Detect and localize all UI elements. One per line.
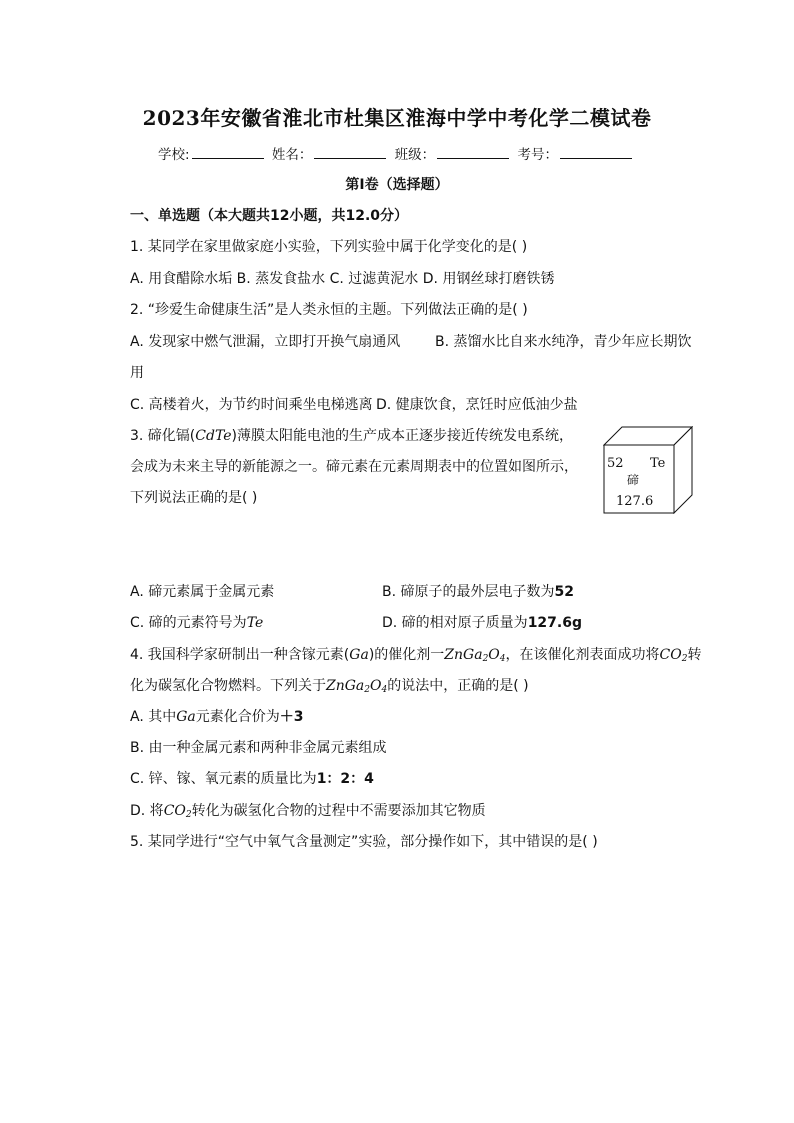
name-blank[interactable] bbox=[314, 146, 386, 159]
q2-option-c: C. 高楼着火，为节约时间乘坐电梯逃离 bbox=[130, 397, 373, 413]
q3-option-a: A. 碲元素属于金属元素 bbox=[130, 584, 275, 600]
school-blank[interactable] bbox=[192, 146, 264, 159]
q4-co2-1-main: CO bbox=[659, 647, 682, 663]
q4-option-a-2: 元素化合价为 bbox=[195, 709, 280, 725]
q4-option-a-value: ＋3 bbox=[279, 709, 304, 725]
q3-option-c bbox=[130, 614, 263, 632]
q4-stem-line-1 bbox=[130, 646, 701, 668]
q4-stem-2b: 的说法中，正确的是( ) bbox=[387, 678, 529, 694]
class-label: 班级： bbox=[394, 147, 436, 163]
q4-stem-1d: 转 bbox=[687, 647, 702, 663]
q4-option-c-ratio: 1：2：4 bbox=[316, 771, 374, 787]
q4-option-b: B. 由一种金属元素和两种非金属元素组成 bbox=[130, 740, 387, 756]
exam-no-label: 考号： bbox=[517, 147, 558, 163]
tile-symbol: Te bbox=[650, 456, 666, 471]
q2-option-b-cont: 用 bbox=[130, 365, 144, 381]
q1-options: A. 用食醋除水垢 B. 蒸发食盐水 C. 过滤黄泥水 D. 用钢丝球打磨铁锈 bbox=[130, 271, 555, 287]
q4-formula-2-o: O bbox=[370, 678, 382, 694]
q3-option-d bbox=[382, 614, 582, 632]
q2-option-d: D. 健康饮食，烹饪时应低油少盐 bbox=[376, 397, 578, 413]
q4-formula-2 bbox=[326, 678, 387, 694]
tile-atomic-mass: 127.6 bbox=[616, 494, 654, 509]
q3-option-b bbox=[382, 583, 574, 601]
q4-formula-2-main: ZnGa bbox=[326, 678, 365, 694]
q3-option-b-text: B. 碲原子的最外层电子数为 bbox=[382, 584, 555, 600]
q4-option-d-1: D. 将 bbox=[130, 803, 164, 819]
q3-option-b-value: 52 bbox=[554, 584, 574, 600]
class-blank[interactable] bbox=[437, 146, 509, 159]
q4-stem-1b: )的催化剂一 bbox=[368, 647, 445, 663]
q3-option-c-text: C. 碲的元素符号为 bbox=[130, 615, 247, 631]
q4-option-d bbox=[130, 802, 486, 824]
q3-formula-cdte: CdTe bbox=[195, 428, 232, 444]
q4-co2-1 bbox=[660, 647, 688, 663]
q4-stem-1a: 4. 我国科学家研制出一种含镓元素( bbox=[130, 647, 350, 663]
tile-atomic-number: 52 bbox=[607, 456, 624, 471]
q4-option-c-text: C. 锌、镓、氧元素的质量比为 bbox=[130, 771, 317, 787]
q4-formula-1-o: O bbox=[488, 647, 500, 663]
part-heading: 一、单选题（本大题共12小题，共12.0分） bbox=[130, 208, 409, 224]
q4-formula-1 bbox=[444, 647, 505, 663]
tile-element-name: 碲 bbox=[627, 473, 640, 487]
student-info-line bbox=[0, 146, 794, 164]
q4-stem-1c: ，在该催化剂表面成功将 bbox=[505, 647, 660, 663]
q3-stem-line-2: 会成为未来主导的新能源之一。碲元素在元素周期表中的位置如图所示， bbox=[130, 459, 578, 475]
school-label: 学校: bbox=[158, 147, 190, 163]
q3-stem-1a: 3. 碲化镉( bbox=[130, 428, 196, 444]
q1-stem: 1. 某同学在家里做家庭小实验，下列实验中属于化学变化的是( ) bbox=[130, 239, 528, 255]
q3-option-c-symbol: Te bbox=[246, 615, 264, 631]
q3-stem-1b: )薄膜太阳能电池的生产成本正逐步接近传统发电系统， bbox=[231, 428, 573, 444]
q4-option-a bbox=[130, 708, 304, 726]
name-label: 姓名： bbox=[271, 147, 313, 163]
q4-ga: Ga bbox=[349, 647, 369, 663]
q4-option-c bbox=[130, 770, 374, 788]
q4-formula-2-sub2: 4 bbox=[381, 685, 388, 695]
q2-option-b: B. 蒸馏水比自来水纯净，青少年应长期饮 bbox=[435, 334, 692, 350]
q4-formula-1-sub2: 4 bbox=[499, 654, 506, 664]
tellurium-element-tile bbox=[603, 426, 693, 514]
q4-co2-2 bbox=[164, 803, 192, 819]
q3-stem-line-3: 下列说法正确的是( ) bbox=[130, 490, 258, 506]
q4-co2-2-main: CO bbox=[163, 803, 186, 819]
q3-stem-line-1 bbox=[130, 427, 573, 445]
q3-option-d-text: D. 碲的相对原子质量为 bbox=[382, 615, 528, 631]
q4-formula-1-sub1: 2 bbox=[482, 654, 489, 664]
q2-stem: 2. “珍爱生命健康生活”是人类永恒的主题。下列做法正确的是( ) bbox=[130, 302, 528, 318]
section-title: 第Ⅰ卷（选择题） bbox=[345, 177, 449, 193]
q4-co2-1-sub: 2 bbox=[681, 654, 688, 664]
q4-option-a-1: A. 其中 bbox=[130, 709, 177, 725]
q4-stem-2a: 化为碳氢化合物燃料。下列关于 bbox=[130, 678, 326, 694]
q3-option-d-value: 127.6g bbox=[527, 615, 582, 631]
q4-formula-1-main: ZnGa bbox=[444, 647, 483, 663]
q4-option-d-2: 转化为碳氢化合物的过程中不需要添加其它物质 bbox=[191, 803, 486, 819]
q4-co2-2-sub: 2 bbox=[185, 810, 192, 820]
exam-no-blank[interactable] bbox=[560, 146, 632, 159]
q4-stem-line-2 bbox=[130, 677, 529, 699]
q2-option-a: A. 发现家中燃气泄漏，立即打开换气扇通风 bbox=[130, 334, 401, 350]
exam-title: 2023年安徽省淮北市杜集区淮海中学中考化学二模试卷 bbox=[142, 106, 652, 130]
q4-formula-2-sub1: 2 bbox=[364, 685, 371, 695]
q4-option-a-ga: Ga bbox=[176, 709, 196, 725]
q5-stem: 5. 某同学进行“空气中氧气含量测定”实验，部分操作如下，其中错误的是( ) bbox=[130, 834, 598, 850]
